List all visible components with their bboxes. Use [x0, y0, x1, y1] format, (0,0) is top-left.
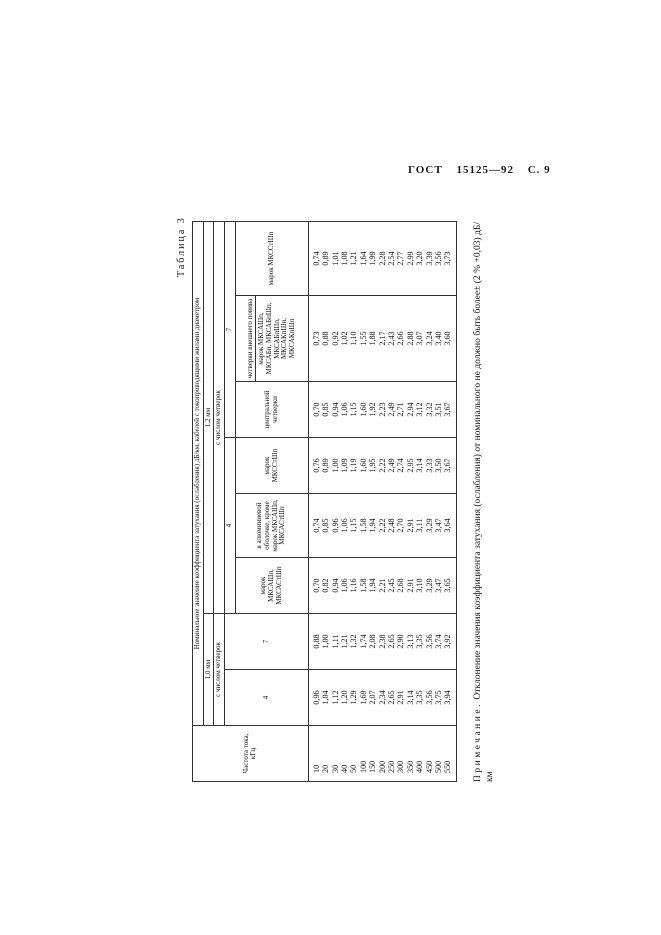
value-cell: 3,75 [434, 690, 444, 705]
value-cell: 0,74 [311, 251, 321, 266]
value-cell: 2,28 [377, 251, 387, 266]
freq-value: 450 [424, 760, 434, 773]
value-column [308, 438, 456, 494]
value-cell: 2,54 [387, 251, 396, 266]
value-cell: 0,70 [311, 578, 321, 593]
value-cell: 3,29 [424, 518, 434, 533]
value-cell: 2,21 [377, 578, 387, 593]
header-q7-d2: 7 [225, 222, 236, 438]
value-cell: 1,99 [368, 251, 378, 266]
table-label: Таблица 3 [176, 216, 187, 277]
value-cell: 3,92 [443, 634, 453, 649]
freq-value: 300 [396, 760, 406, 773]
value-cell: 1,60 [358, 458, 368, 473]
value-cell: 1,02 [339, 331, 349, 346]
header-quads-1: с числом четверок [214, 614, 225, 726]
value-cell: 2,45 [387, 578, 396, 593]
header-q7-d1: 7 [225, 614, 309, 670]
note-text: Отклонение значения коэффициента затухания (ослабления) от номинального не должно быть более± (2 % +0,03) дБ/км [473, 222, 495, 782]
value-cell: 3,56 [424, 634, 434, 649]
value-cell: 0,96 [311, 690, 321, 705]
header-diameter-1-0: 1,0 мм [203, 614, 214, 726]
value-cell: 1,06 [339, 578, 349, 593]
value-cell: 2,34 [377, 690, 387, 705]
value-cell: 1,12 [330, 690, 340, 705]
value-cell: 1,09 [339, 458, 349, 473]
value-cell: 1,60 [358, 402, 368, 417]
value-cell: 1,19 [349, 458, 359, 473]
group-header-attenuation: Номинальное значение коэффициента затухания (ослабления) дБ/км, кабелей с токопроводящими жилами диаметром [193, 222, 204, 726]
value-cell: 2,68 [396, 578, 406, 593]
value-cell: 3,12 [415, 402, 425, 417]
value-cell: 1,92 [368, 402, 378, 417]
header-q4-d1: 4 [225, 670, 309, 726]
value-cell: 2,88 [405, 331, 415, 346]
value-cell: 1,58 [358, 578, 368, 593]
standard-number: 15125—92 [456, 164, 514, 176]
value-cell: 1,20 [339, 690, 349, 705]
value-cell: 2,94 [405, 402, 415, 417]
header-mkkashp: марок МКСАШп, МКСАСтШп [235, 558, 308, 614]
value-cell: 1,10 [349, 331, 359, 346]
value-cell: 3,47 [434, 518, 444, 533]
table-row [308, 222, 456, 782]
value-cell: 2,91 [396, 690, 406, 705]
value-cell: 3,29 [424, 578, 434, 593]
value-cell: 0,94 [330, 578, 340, 593]
value-cell: 0,82 [321, 578, 331, 593]
value-cell: 1,88 [368, 331, 378, 346]
value-column [308, 494, 456, 558]
header-quads-2: с числом четверок [214, 222, 225, 614]
value-cell: 3,20 [415, 251, 425, 266]
page-number: С. 9 [527, 164, 551, 176]
value-column [308, 558, 456, 614]
value-cell: 1,58 [358, 518, 368, 533]
value-cell: 2,22 [377, 518, 387, 533]
freq-value: 100 [358, 760, 368, 773]
value-cell: 3,10 [415, 578, 425, 593]
value-cell: 1,95 [368, 458, 378, 473]
value-cell: 3,67 [443, 458, 453, 473]
freq-value: 40 [339, 764, 349, 773]
value-cell: 3,11 [415, 518, 425, 533]
value-cell: 3,73 [443, 251, 453, 266]
value-cell: 2,95 [405, 458, 415, 473]
value-cell: 2,38 [377, 634, 387, 649]
header-alum-sheath: в алюминиевой оболочке, кроме марок МКСАШп, МКСАСтШп [235, 494, 308, 558]
value-cell: 1,01 [330, 251, 340, 266]
page-header [408, 164, 561, 176]
value-cell: 1,15 [349, 402, 359, 417]
header-outer-mkkashp [235, 296, 308, 382]
header-outer-mkssshp: марок МКССтШп [235, 222, 308, 296]
value-cell: 0,88 [321, 331, 331, 346]
value-cell: 1,74 [358, 634, 368, 649]
value-column [308, 296, 456, 382]
value-cell: 3,60 [443, 331, 453, 346]
value-cell: 0,85 [321, 518, 331, 533]
value-cell: 3,47 [434, 578, 444, 593]
value-cell: 0,70 [311, 402, 321, 417]
value-cell: 0,94 [330, 402, 340, 417]
value-cell: 2,91 [405, 518, 415, 533]
value-column [308, 222, 456, 296]
value-cell: 0,85 [321, 402, 331, 417]
value-cell: 1,15 [349, 518, 359, 533]
value-cell: 1,08 [339, 251, 349, 266]
value-cell: 2,65 [387, 690, 396, 705]
value-cell: 1,94 [368, 578, 378, 593]
freq-value: 350 [405, 760, 415, 773]
attenuation-table [192, 221, 457, 782]
value-cell: 2,48 [387, 518, 396, 533]
value-cell: 1,21 [349, 251, 359, 266]
value-cell: 3,67 [443, 402, 453, 417]
value-cell: 2,71 [396, 402, 406, 417]
value-cell: 3,14 [405, 690, 415, 705]
header-outer-mkkashp-label: марок МКСАШп, МКСАБп, МКСАБпШп, МКСАБпШп, МКСАКпШп, МКСАКпШп [257, 302, 297, 375]
value-cell: 2,65 [387, 634, 396, 649]
freq-value: 500 [434, 760, 444, 773]
value-cell: 2,23 [377, 402, 387, 417]
freq-value: 150 [368, 760, 378, 773]
value-cell: 1,94 [368, 518, 378, 533]
value-cell: 1,29 [349, 690, 359, 705]
value-cell: 0,88 [311, 634, 321, 649]
value-column [308, 382, 456, 438]
value-cell: 1,00 [330, 458, 340, 473]
freq-value: 50 [349, 764, 359, 773]
value-cell: 0,74 [311, 518, 321, 533]
value-cell: 0,76 [311, 458, 321, 473]
table-note [472, 222, 496, 782]
value-cell: 2,74 [396, 458, 406, 473]
value-cell: 3,51 [434, 402, 444, 417]
freq-value: 20 [321, 764, 331, 773]
value-cell: 2,90 [396, 634, 406, 649]
value-cell: 3,40 [434, 331, 444, 346]
value-cell: 1,32 [349, 634, 359, 649]
value-cell: 2,43 [387, 331, 396, 346]
value-cell: 3,56 [434, 251, 444, 266]
freq-value: 10 [311, 764, 321, 773]
value-cell: 2,70 [396, 518, 406, 533]
value-cell: 3,14 [415, 458, 425, 473]
header-central-quad: центральной четверки [235, 382, 308, 438]
freq-value: 30 [330, 764, 340, 773]
value-cell: 3,07 [415, 331, 425, 346]
value-cell: 2,22 [377, 458, 387, 473]
value-cell: 1,00 [321, 634, 331, 649]
value-cell: 3,50 [434, 458, 444, 473]
value-cell: 1,64 [358, 251, 368, 266]
value-cell: 1,11 [330, 634, 340, 649]
value-cell: 0,89 [321, 458, 331, 473]
value-cell: 2,08 [368, 634, 378, 649]
value-cell: 2,49 [387, 458, 396, 473]
value-cell: 2,49 [387, 402, 396, 417]
value-cell: 2,66 [396, 331, 406, 346]
value-cell: 1,16 [349, 578, 359, 593]
freq-value: 550 [443, 760, 453, 773]
freq-cell [308, 726, 456, 782]
value-cell: 2,17 [377, 331, 387, 346]
value-cell: 0,73 [311, 331, 321, 346]
value-column [308, 670, 456, 726]
value-cell: 2,77 [396, 251, 406, 266]
value-cell: 1,04 [321, 690, 331, 705]
value-cell: 1,06 [339, 402, 349, 417]
value-cell: 2,99 [405, 251, 415, 266]
value-cell: 3,35 [415, 690, 425, 705]
value-cell: 3,94 [443, 690, 453, 705]
value-cell: 0,89 [321, 251, 331, 266]
value-cell: 3,35 [415, 634, 425, 649]
value-column [308, 614, 456, 670]
col-header-frequency: Частота тока, кГц [193, 726, 309, 782]
value-cell: 2,91 [405, 578, 415, 593]
header-mkssshp: марок МКССтШп [235, 438, 308, 494]
value-cell: 3,33 [424, 458, 434, 473]
value-cell: 3,13 [405, 634, 415, 649]
value-cell: 3,56 [424, 690, 434, 705]
value-cell: 3,24 [424, 331, 434, 346]
note-label: Примечание. [473, 702, 483, 782]
value-cell: 3,64 [443, 518, 453, 533]
value-cell: 1,06 [339, 518, 349, 533]
value-cell: 0,96 [330, 518, 340, 533]
freq-value: 400 [415, 760, 425, 773]
value-cell: 3,74 [434, 634, 444, 649]
header-q4-d2: 4 [225, 438, 236, 614]
header-diameter-1-2: 1,2 мм [203, 222, 214, 614]
value-cell: 1,55 [358, 331, 368, 346]
value-cell: 3,65 [443, 578, 453, 593]
freq-value: 200 [377, 760, 387, 773]
value-cell: 1,69 [358, 690, 368, 705]
value-cell: 1,21 [339, 634, 349, 649]
header-outer-quads: четверки внешнего повива [247, 296, 257, 381]
value-cell: 0,92 [330, 331, 340, 346]
value-cell: 3,32 [424, 402, 434, 417]
rotated-table-page [172, 216, 512, 782]
value-cell: 2,07 [368, 690, 378, 705]
table-area [192, 222, 457, 782]
freq-value: 250 [387, 760, 396, 773]
value-cell: 3,39 [424, 251, 434, 266]
standard-label: ГОСТ [408, 164, 443, 176]
